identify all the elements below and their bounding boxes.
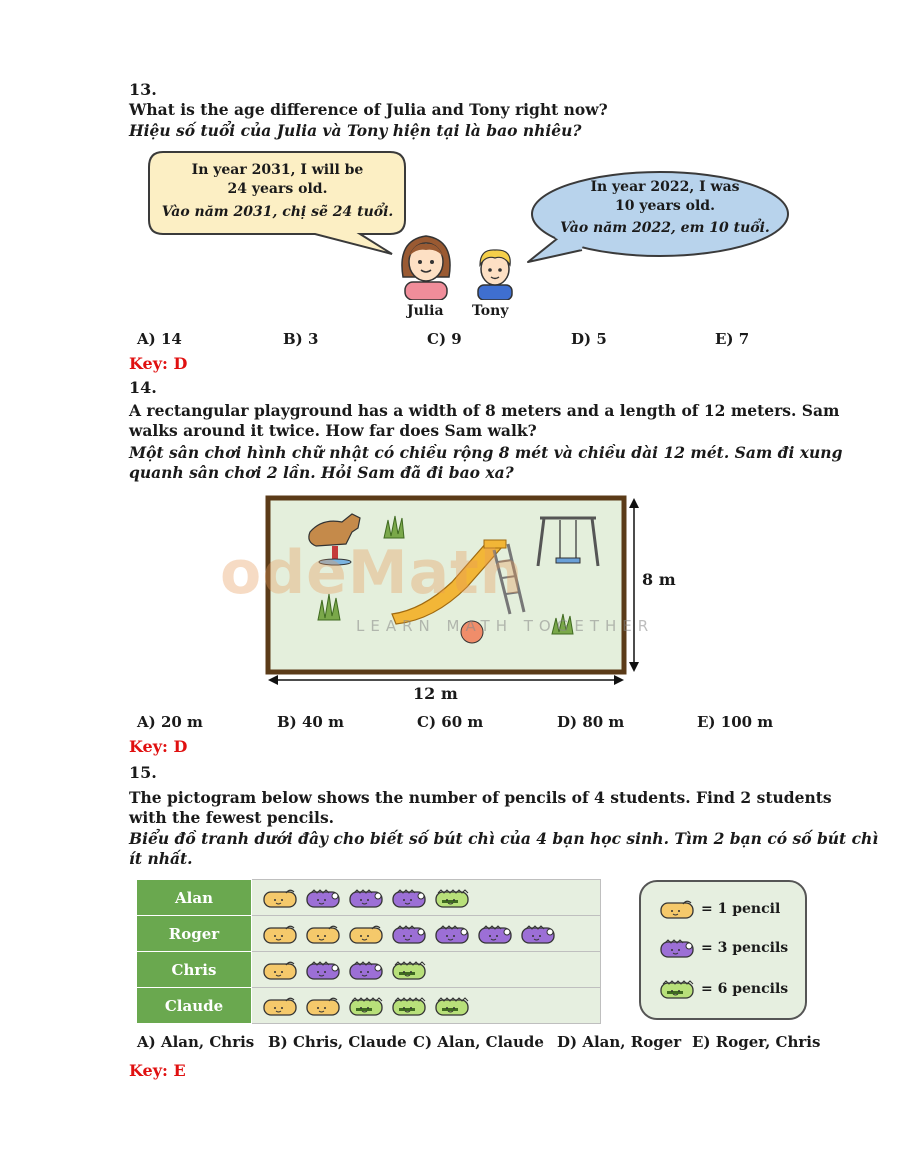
pictogram-legend xyxy=(639,880,807,1020)
pencil-case-three-icon xyxy=(477,923,513,945)
choice-c[interactable]: C) Alan, Claude xyxy=(413,1033,544,1051)
pencil-case-three-icon xyxy=(305,959,341,981)
choice-b[interactable]: B) Chris, Claude xyxy=(268,1033,407,1051)
pencil-case-three-icon xyxy=(520,923,556,945)
pencil-case-three-icon xyxy=(659,937,695,959)
pencil-case-three-icon xyxy=(348,887,384,909)
pencil-icons-cell xyxy=(252,952,601,988)
question-14-text-en-line2: walks around it twice. How far does Sam walk? xyxy=(129,421,537,440)
question-14-number: 14. xyxy=(129,378,157,397)
pictogram-row xyxy=(137,988,601,1024)
pencil-case-one-icon xyxy=(262,959,298,981)
question-13-text-en: What is the age difference of Julia and Tony right now? xyxy=(129,100,608,119)
tony-bubble-line2: 10 years old. xyxy=(615,198,715,214)
choice-b[interactable]: B) 3 xyxy=(283,330,319,348)
watermark-brand: odeMath xyxy=(220,538,524,608)
pictogram-row xyxy=(137,952,601,988)
tony-bubble-line1: In year 2022, I was xyxy=(590,179,740,195)
question-13-number: 13. xyxy=(129,80,157,99)
pencil-case-six-icon xyxy=(434,887,470,909)
pencil-case-one-icon xyxy=(262,887,298,909)
student-name: Chris xyxy=(137,952,252,988)
legend-one-pencil xyxy=(659,898,780,920)
pencil-case-one-icon xyxy=(305,995,341,1017)
question-13-choices xyxy=(137,330,817,352)
pencil-case-three-icon xyxy=(305,887,341,909)
pencil-case-one-icon xyxy=(305,923,341,945)
watermark-tagline: LEARN MATH TOGETHER xyxy=(356,617,655,635)
question-13-text-vi: Hiệu số tuổi của Julia và Tony hiện tại là bao nhiêu? xyxy=(129,121,582,140)
pencil-case-six-icon xyxy=(391,959,427,981)
pencil-case-one-icon xyxy=(659,898,695,920)
pencil-icons-cell xyxy=(252,988,601,1024)
student-name: Alan xyxy=(137,880,252,916)
question-14-choices xyxy=(137,713,817,735)
pencil-case-three-icon xyxy=(391,887,427,909)
question-15-text-en-line1: The pictogram below shows the number of pencils of 4 students. Find 2 students xyxy=(129,788,832,807)
pencil-case-one-icon xyxy=(262,923,298,945)
legend-six-pencils xyxy=(659,978,788,1000)
question-15-key: Key: E xyxy=(129,1061,186,1080)
tony-bubble-vi: Vào năm 2022, em 10 tuổi. xyxy=(560,220,770,236)
pencil-case-three-icon xyxy=(434,923,470,945)
question-15-text-vi-line2: ít nhất. xyxy=(129,849,193,868)
choice-c[interactable]: C) 9 xyxy=(427,330,462,348)
choice-e[interactable]: E) 7 xyxy=(715,330,750,348)
question-15-text-en-line2: with the fewest pencils. xyxy=(129,808,335,827)
choice-b[interactable]: B) 40 m xyxy=(277,713,344,731)
question-15-choices xyxy=(137,1033,827,1055)
question-14-text-en-line1: A rectangular playground has a width of 8 meters and a length of 12 meters. Sam xyxy=(129,401,840,420)
pencil-icons-cell xyxy=(252,916,601,952)
pencil-case-three-icon xyxy=(391,923,427,945)
legend-six-label: = 6 pencils xyxy=(701,981,789,997)
question-15-number: 15. xyxy=(129,763,157,782)
tony-boy-icon xyxy=(470,245,520,300)
julia-bubble-line1: In year 2031, I will be xyxy=(191,162,364,178)
question-13-key: Key: D xyxy=(129,354,188,373)
question-14-text-vi-line2: quanh sân chơi 2 lần. Hỏi Sam đã đi bao xa? xyxy=(129,463,514,482)
tony-name-label: Tony xyxy=(472,303,509,319)
pencil-icons-cell xyxy=(252,880,601,916)
choice-d[interactable]: D) Alan, Roger xyxy=(557,1033,682,1051)
choice-e[interactable]: E) Roger, Chris xyxy=(692,1033,821,1051)
choice-a[interactable]: A) 14 xyxy=(137,330,182,348)
choice-e[interactable]: E) 100 m xyxy=(697,713,774,731)
pencil-case-six-icon xyxy=(434,995,470,1017)
question-14-text-vi-line1: Một sân chơi hình chữ nhật có chiều rộng 8 mét và chiều dài 12 mét. Sam đi xung xyxy=(129,443,843,462)
pictogram-row xyxy=(137,880,601,916)
julia-bubble-vi: Vào năm 2031, chị sẽ 24 tuổi. xyxy=(161,204,394,220)
choice-a[interactable]: A) Alan, Chris xyxy=(137,1033,255,1051)
student-name: Claude xyxy=(137,988,252,1024)
student-name: Roger xyxy=(137,916,252,952)
pencil-case-one-icon xyxy=(348,923,384,945)
legend-three-label: = 3 pencils xyxy=(701,940,789,956)
pencil-case-one-icon xyxy=(262,995,298,1017)
width-label: 8 m xyxy=(642,570,676,589)
choice-c[interactable]: C) 60 m xyxy=(417,713,484,731)
pencil-case-six-icon xyxy=(348,995,384,1017)
julia-bubble-line2: 24 years old. xyxy=(227,181,328,197)
pictogram-table xyxy=(136,879,601,1024)
legend-three-pencils xyxy=(659,937,788,959)
choice-d[interactable]: D) 80 m xyxy=(557,713,625,731)
pencil-case-three-icon xyxy=(348,959,384,981)
pencil-case-six-icon xyxy=(391,995,427,1017)
choice-a[interactable]: A) 20 m xyxy=(137,713,203,731)
choice-d[interactable]: D) 5 xyxy=(571,330,607,348)
julia-girl-icon xyxy=(395,232,457,300)
legend-one-label: = 1 pencil xyxy=(701,901,781,917)
julia-name-label: Julia xyxy=(407,303,444,319)
pictogram-row xyxy=(137,916,601,952)
question-15-text-vi-line1: Biểu đồ tranh dưới đây cho biết số bút chì của 4 bạn học sinh. Tìm 2 bạn có số bút chì xyxy=(129,829,879,848)
pencil-case-six-icon xyxy=(659,978,695,1000)
question-14-key: Key: D xyxy=(129,737,188,756)
length-label: 12 m xyxy=(413,684,458,703)
